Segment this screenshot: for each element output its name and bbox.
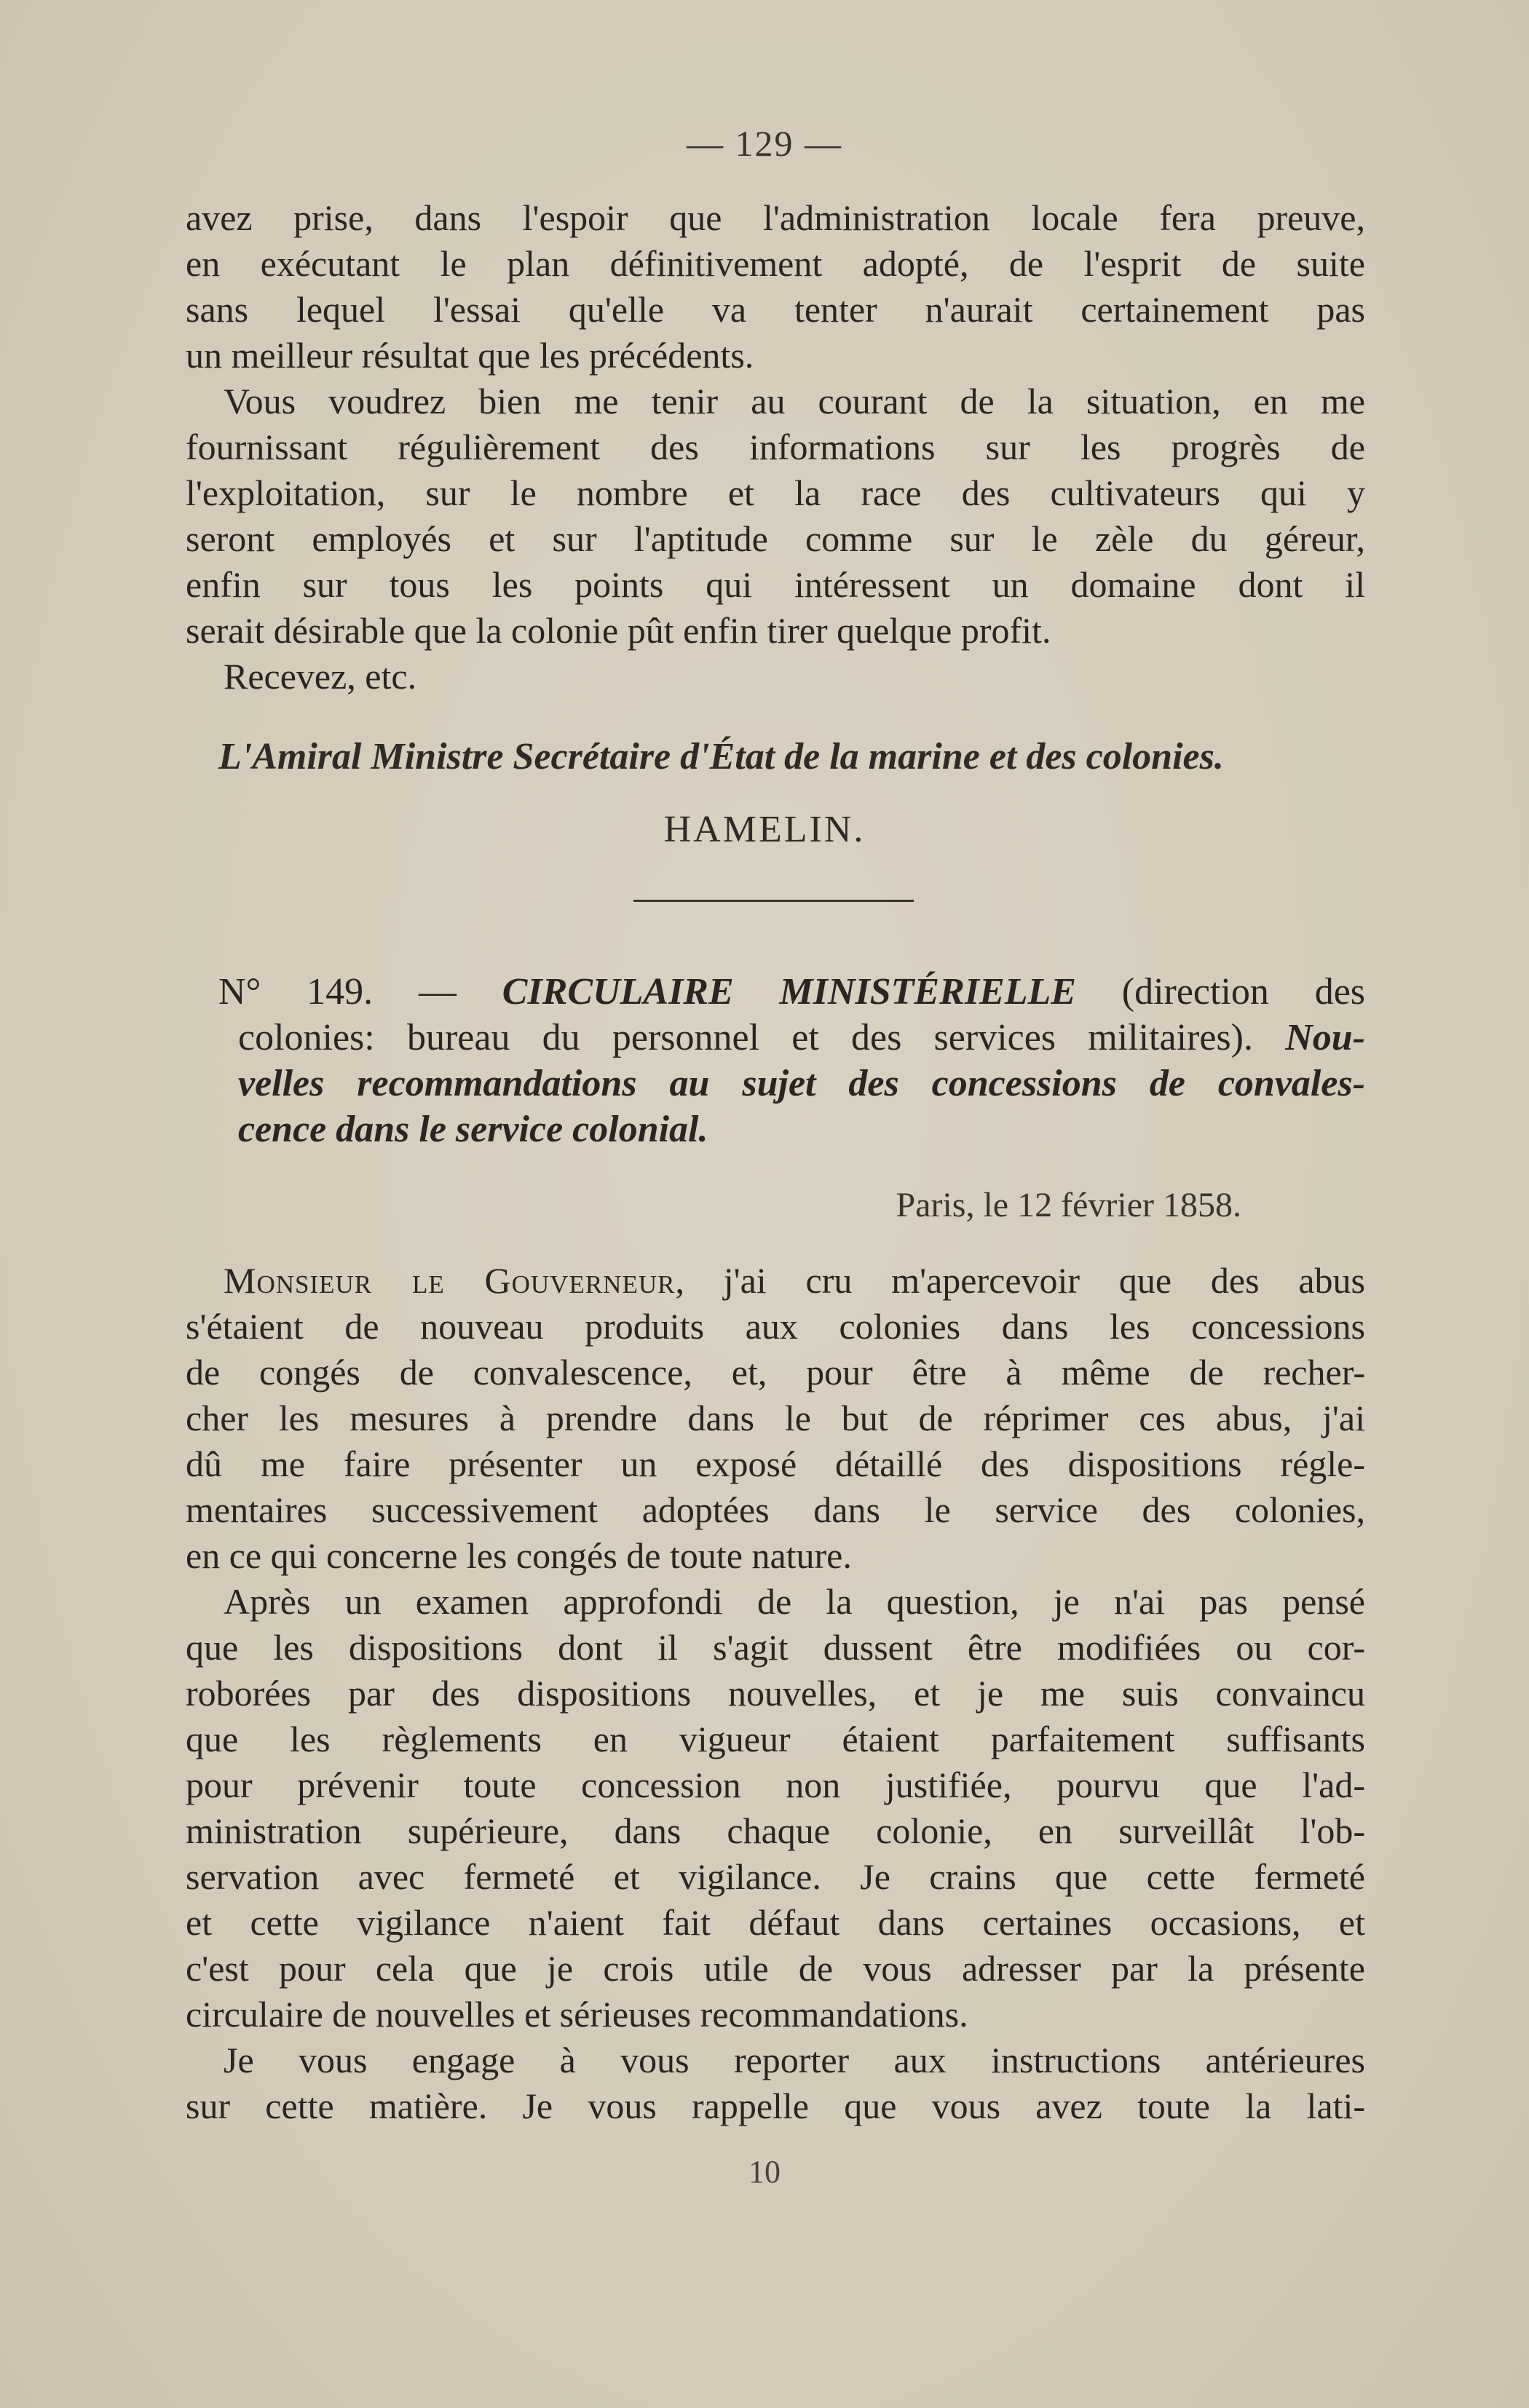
circular-title: CIRCULAIRE MINISTÉRIELLE	[502, 971, 1076, 1013]
salutation: Monsieur le Gouverneur	[224, 1260, 676, 1301]
text-line: c'est pour cela que je crois utile de vous adresser par la présente	[186, 1948, 1365, 1989]
closing-formula: Recevez, etc.	[224, 656, 417, 697]
heading-subject-start: Nou-	[1285, 1017, 1365, 1058]
circular-number: N° 149. —	[218, 971, 457, 1013]
text-line: circulaire de nouvelles et sérieuses recommandations.	[186, 1994, 968, 2035]
signature-title: L'Amiral Ministre Secrétaire d'État de la marine et des colonies.	[218, 736, 1224, 777]
text-line: seront employés et sur l'aptitude comme sur le zèle du géreur,	[186, 518, 1365, 559]
signer-name: HAMELIN.	[663, 809, 866, 850]
text-line: avez prise, dans l'espoir que l'administration locale fera preuve,	[186, 197, 1365, 238]
text-line: servation avec fermeté et vigilance. Je crains que cette fermeté	[186, 1856, 1365, 1897]
text-line: l'exploitation, sur le nombre et la race des cultivateurs qui y	[186, 472, 1365, 513]
text-line: sans lequel l'essai qu'elle va tenter n'aurait certainement pas	[186, 289, 1365, 330]
heading-line: cence dans le service colonial.	[238, 1109, 708, 1150]
text-line: en exécutant le plan définitivement adopté, de l'esprit de suite	[186, 243, 1365, 284]
text-line: un meilleur résultat que les précédents.	[186, 335, 754, 376]
text-line: roborées par des dispositions nouvelles, et je me suis convaincu	[186, 1673, 1365, 1714]
text-line: sur cette matière. Je vous rappelle que vous avez toute la lati-	[186, 2086, 1365, 2126]
heading-line: velles recommandations au sujet des concessions de convales-	[238, 1063, 1365, 1104]
text-line: que les règlements en vigueur étaient parfaitement suffisants	[186, 1719, 1365, 1759]
text-line: Vous voudrez bien me tenir au courant de la situation, en me	[224, 381, 1365, 421]
circular-heading	[218, 970, 1365, 1153]
text-line: pour prévenir toute concession non justifiée, pourvu que l'ad-	[186, 1765, 1365, 1805]
text-fragment: , j'ai cru m'apercevoir que des abus	[675, 1260, 1365, 1301]
text-line: serait désirable que la colonie pût enfin tirer quelque profit.	[186, 610, 1051, 651]
signature-mark: 10	[748, 2154, 781, 2190]
dateline: Paris, le 12 février 1858.	[896, 1186, 1241, 1224]
text-line: enfin sur tous les points qui intéressent un domaine dont il	[186, 564, 1365, 605]
circular-body	[186, 1258, 1365, 2129]
text-line: et cette vigilance n'aient fait défaut dans certaines occasions, et	[186, 1902, 1365, 1943]
text-line: Après un examen approfondi de la question, je n'ai pas pensé	[224, 1581, 1365, 1622]
heading-bureau: colonies: bureau du personnel et des services militaires).	[238, 1017, 1253, 1058]
heading-direction: (direction des	[1121, 971, 1366, 1013]
text-line: de congés de convalescence, et, pour être à même de recher-	[186, 1352, 1365, 1393]
page-number-header: — 129 —	[687, 123, 842, 164]
text-line: s'étaient de nouveau produits aux colonies dans les concessions	[186, 1306, 1365, 1347]
text-line: que les dispositions dont il s'agit dussent être modifiées ou cor-	[186, 1627, 1365, 1668]
text-line: ministration supérieure, dans chaque colonie, en surveillât l'ob-	[186, 1810, 1365, 1851]
text-line: Je vous engage à vous reporter aux instructions antérieures	[224, 2040, 1365, 2080]
text-line: en ce qui concerne les congés de toute nature.	[186, 1535, 852, 1576]
text-line: cher les mesures à prendre dans le but de réprimer ces abus, j'ai	[186, 1398, 1365, 1438]
text-line: dû me faire présenter un exposé détaillé des dispositions régle-	[186, 1443, 1365, 1484]
text-line	[186, 1258, 1365, 1304]
heading-line	[218, 970, 1365, 1015]
text-line: fournissant régulièrement des informations sur les progrès de	[186, 427, 1365, 467]
text-line: mentaires successivement adoptées dans le service des colonies,	[186, 1489, 1365, 1530]
letter-continuation	[186, 195, 1365, 700]
section-divider	[633, 900, 914, 902]
heading-line	[218, 1015, 1365, 1061]
